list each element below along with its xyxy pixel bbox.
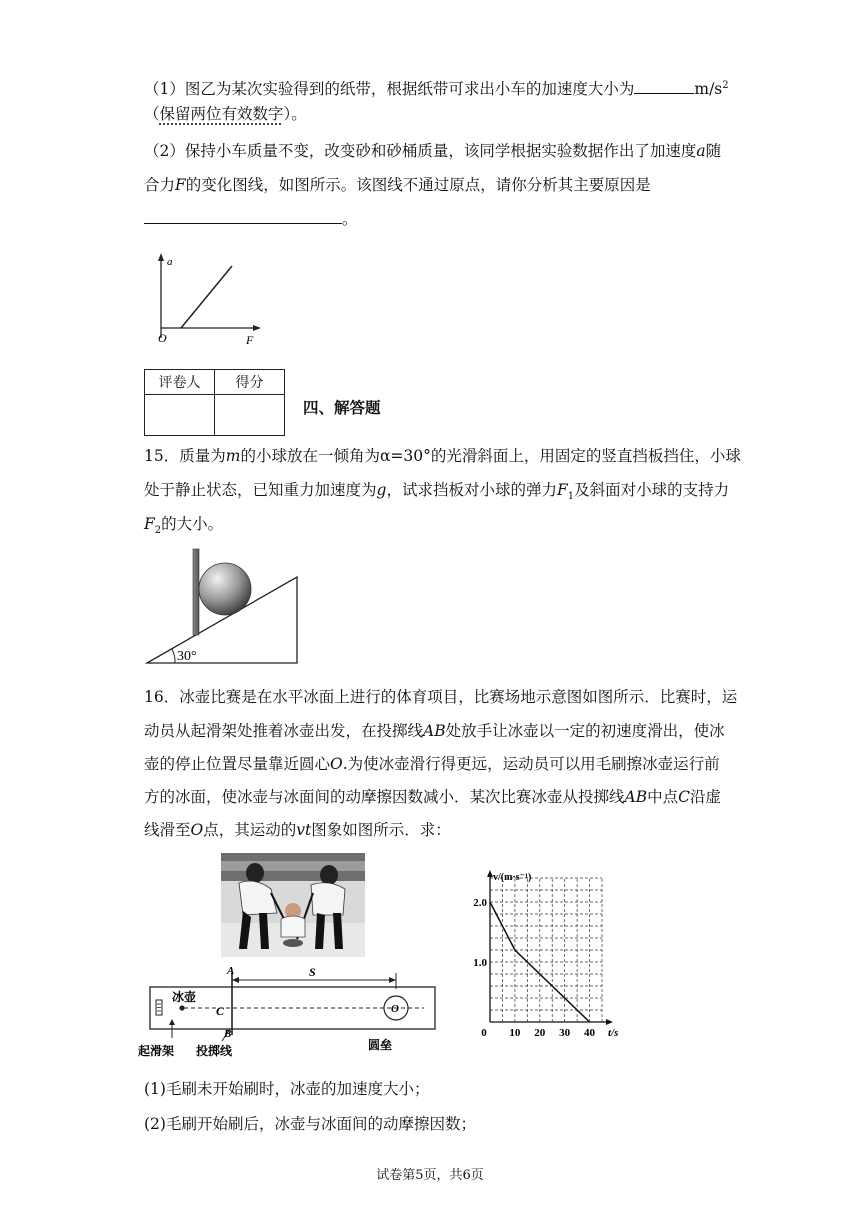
q16-var-AB: AB: [423, 722, 446, 740]
vt-chart: [466, 868, 632, 1036]
q16-sub2: (2)毛刷开始刷后，冰壶与冰面间的动摩擦因数；: [144, 1115, 476, 1133]
launcher-pointer-icon: [169, 1019, 175, 1025]
x-tick-label: 30: [559, 1027, 571, 1036]
q16-var-O: O: [330, 755, 343, 773]
score-header: 得分: [215, 370, 285, 395]
angle-label: 30°: [177, 649, 197, 664]
q16-line4: [144, 787, 721, 807]
section-title: 四、解答题: [303, 399, 381, 417]
q14-part2-line2-a: 合力: [144, 176, 176, 194]
q15-var-F1: F: [556, 481, 568, 499]
q16-var-O-2: O: [190, 821, 204, 839]
q16-l3-b: .为使冰壶滑行得更远，运动员可以用毛刷擦冰壶运行前: [342, 755, 720, 773]
q14-part2-var-F: F: [175, 176, 186, 194]
q14-part1-line2: [144, 104, 307, 124]
q14-part1-line1: [144, 76, 729, 99]
q14-part2-var-a: a: [696, 142, 706, 160]
q16-var-C: C: [678, 788, 690, 806]
page-footer: 试卷第5页，共6页: [376, 1168, 484, 1183]
q14-part1-paren-open: （: [144, 105, 160, 123]
q15-F2-sub: 2: [154, 525, 162, 537]
baffle-plate: [193, 549, 199, 635]
q16-line5: [144, 820, 451, 840]
q15-var-m: m: [225, 447, 241, 465]
y-tick-label: 1.0: [473, 957, 487, 969]
q16-sub1: (1)毛刷未开始刷时，冰壶的加速度大小；: [144, 1080, 430, 1098]
q15-l2-c: 及斜面对小球的支持力: [574, 481, 730, 499]
q15-var-g: g: [376, 481, 387, 499]
q15-l1-b: 的小球放在一倾角为α=30°的光滑斜面上，用固定的竖直挡板挡住，小球: [240, 447, 741, 465]
q16-l4-a: 方的冰面，使冰壶与冰面间的动摩擦因数减小．某次比赛冰壶从投掷线: [144, 788, 625, 806]
q15-var-F2: F: [144, 515, 155, 533]
q16-l2-a: 动员从起滑架处推着冰壶出发，在投掷线: [144, 722, 424, 740]
arrow-right-icon: [389, 977, 396, 983]
rink-label-B: B: [224, 1028, 232, 1040]
curling-photo: [221, 853, 365, 957]
rink-label-A: A: [227, 965, 235, 977]
q14-part2-line3: [144, 209, 358, 229]
y-tick-label: 2.0: [473, 897, 487, 909]
y-axis-label: v/(m·s⁻¹): [493, 872, 532, 883]
x-tick-label: 20: [534, 1027, 546, 1036]
q14-part1-unit-sup: 2: [722, 80, 729, 91]
ball: [199, 563, 251, 615]
y-axis-label: a: [167, 256, 173, 268]
q14-part2-end: 。: [342, 210, 358, 228]
answer-blank-2[interactable]: [144, 209, 342, 224]
x-axis-label: F: [246, 333, 254, 347]
x-axis-label: t/s: [608, 1027, 619, 1036]
rink-label-C: C: [216, 1004, 225, 1018]
q16-line1: 16．冰壶比赛是在水平冰面上进行的体育项目，比赛场地示意图如图所示．比赛时，运: [144, 688, 738, 706]
curling-stone: [179, 1005, 184, 1010]
q14-part2-line2: [144, 175, 651, 195]
grader-cell[interactable]: [145, 395, 215, 436]
q14-part2-line2-b: 的变化图线，如图所示。该图线不通过原点，请你分析其主要原因是: [185, 176, 651, 194]
rink-label-stone: 冰壶: [172, 990, 197, 1004]
q16-line3: [144, 754, 720, 774]
a-f-graph: [148, 248, 268, 348]
q16-line2: [144, 721, 725, 741]
grading-table: [144, 369, 285, 436]
q15-l2-a: 处于静止状态，已知重力加速度为: [144, 481, 377, 499]
grader-header: 评卷人: [145, 370, 215, 395]
x-axis-arrow-icon: [606, 1019, 613, 1025]
q14-part2-text-a: （2）保持小车质量不变，改变砂和砂桶质量，该同学根据实验数据作出了加速度: [144, 142, 697, 160]
origin-label: O: [158, 331, 167, 345]
q16-l4-c: 沿虚: [690, 788, 722, 806]
q16-var-vt: vt: [296, 821, 312, 839]
q15-l1-a: 15．质量为: [144, 447, 226, 465]
q15-F1-sub: 1: [567, 491, 575, 503]
q16-l3-a: 壶的停止位置尽量靠近圆心: [144, 755, 331, 773]
q14-part2-line1: [144, 141, 721, 161]
rink-diagram: [138, 963, 438, 1058]
q15-line1: [144, 446, 741, 466]
q14-part2-text-b: 随: [705, 142, 722, 160]
q16-l5-c: 图象如图所示．求：: [311, 821, 451, 839]
x-axis-arrow-icon: [253, 325, 261, 331]
rink-label-O: O: [391, 1003, 399, 1015]
x-tick-label: 0: [481, 1027, 487, 1036]
y-axis-arrow-icon: [158, 253, 164, 261]
rink-label-S: S: [309, 965, 316, 979]
x-tick-label: 10: [509, 1027, 521, 1036]
rink-label-house: 圆垒: [368, 1038, 393, 1052]
q14-part1-unit: m/s: [694, 80, 723, 99]
q16-var-AB-2: AB: [624, 788, 648, 806]
rink-label-throw-line: 投掷线: [196, 1044, 233, 1058]
q16-l4-b: 中点: [647, 788, 679, 806]
q16-l2-b: 处放手让冰壶以一定的初速度滑出，使冰: [445, 722, 725, 740]
x-tick-label: 40: [584, 1027, 596, 1036]
q15-l2-b: ，试求挡板对小球的弹力: [386, 481, 557, 499]
q15-line2: [144, 480, 729, 507]
q14-part1-paren-close: ）。: [283, 105, 307, 123]
answer-blank-1[interactable]: [634, 79, 694, 94]
q16-l5-a: 线滑至: [144, 821, 191, 839]
q14-part1-emphasis: 保留两位有效数字: [159, 105, 284, 123]
a-f-line: [181, 266, 232, 328]
q15-l3-a: 的大小。: [161, 515, 224, 533]
arrow-left-icon: [232, 977, 239, 983]
score-cell[interactable]: [215, 395, 285, 436]
q16-l5-b: 点，其运动的: [203, 821, 297, 839]
rink-label-launcher: 起滑架: [138, 1044, 175, 1058]
q15-line3: [144, 514, 223, 541]
incline-diagram: [145, 545, 305, 667]
q14-part1-text: （1）图乙为某次实验得到的纸带，根据纸带可求出小车的加速度大小为: [144, 80, 635, 99]
